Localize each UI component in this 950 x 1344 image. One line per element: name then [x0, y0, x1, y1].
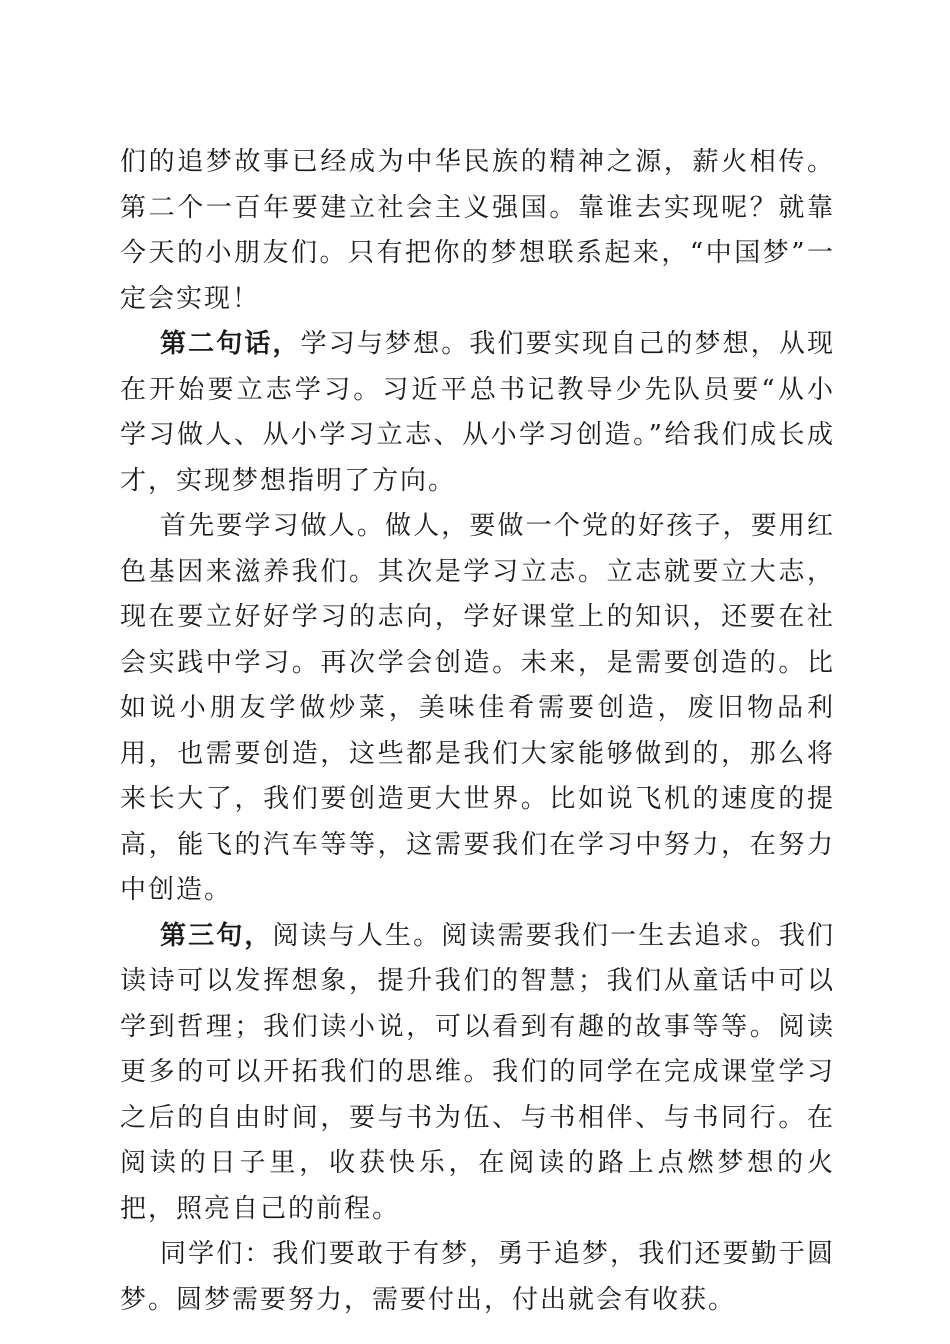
paragraph-2	[120, 322, 835, 504]
paragraph-1-text: 们的追梦故事已经成为中华民族的精神之源，薪火相传。第二个一百年要建立社会主义强国。靠谁去实现呢？就靠今天的小朋友们。只有把你的梦想联系起来，“中国梦”一定会实现！	[120, 147, 835, 314]
paragraph-4-lead: 第三句，	[160, 920, 273, 951]
paragraph-4	[120, 914, 835, 1233]
document-body	[120, 140, 835, 1323]
paragraph-1	[120, 140, 835, 322]
paragraph-2-text: 学习与梦想。我们要实现自己的梦想，从现在开始要立志学习。习近平总书记教导少先队员要“从小学习做人、从小学习立志、从小学习创造。”给我们成长成才，实现梦想指明了方向。	[120, 329, 835, 496]
paragraph-5	[120, 1232, 835, 1323]
paragraph-3-text: 首先要学习做人。做人，要做一个党的好孩子，要用红色基因来滋养我们。其次是学习立志。立志就要立大志，现在要立好好学习的志向，学好课堂上的知识，还要在社会实践中学习。再次学会创造。未来，是需要创造的。比如说小朋友学做炒菜，美味佳肴需要创造，废旧物品利用，也需要创造，这些都是我们大家能够做到的，那么将来长大了，我们要创造更大世界。比如说飞机的速度的提高，能飞的汽车等等，这需要我们在学习中努力，在努力中创造。	[120, 511, 835, 905]
paragraph-4-text: 阅读与人生。阅读需要我们一生去追求。我们读诗可以发挥想象，提升我们的智慧；我们从童话中可以学到哲理；我们读小说，可以看到有趣的故事等等。阅读更多的可以开拓我们的思维。我们的同学在完成课堂学习之后的自由时间，要与书为伍、与书相伴、与书同行。在阅读的日子里，收获快乐，在阅读的路上点燃梦想的火把，照亮自己的前程。	[120, 920, 835, 1224]
paragraph-3	[120, 504, 835, 914]
paragraph-2-lead: 第二句话，	[160, 329, 301, 359]
paragraph-5-text: 同学们：我们要敢于有梦，勇于追梦，我们还要勤于圆梦。圆梦需要努力，需要付出，付出就会有收获。	[120, 1239, 835, 1315]
